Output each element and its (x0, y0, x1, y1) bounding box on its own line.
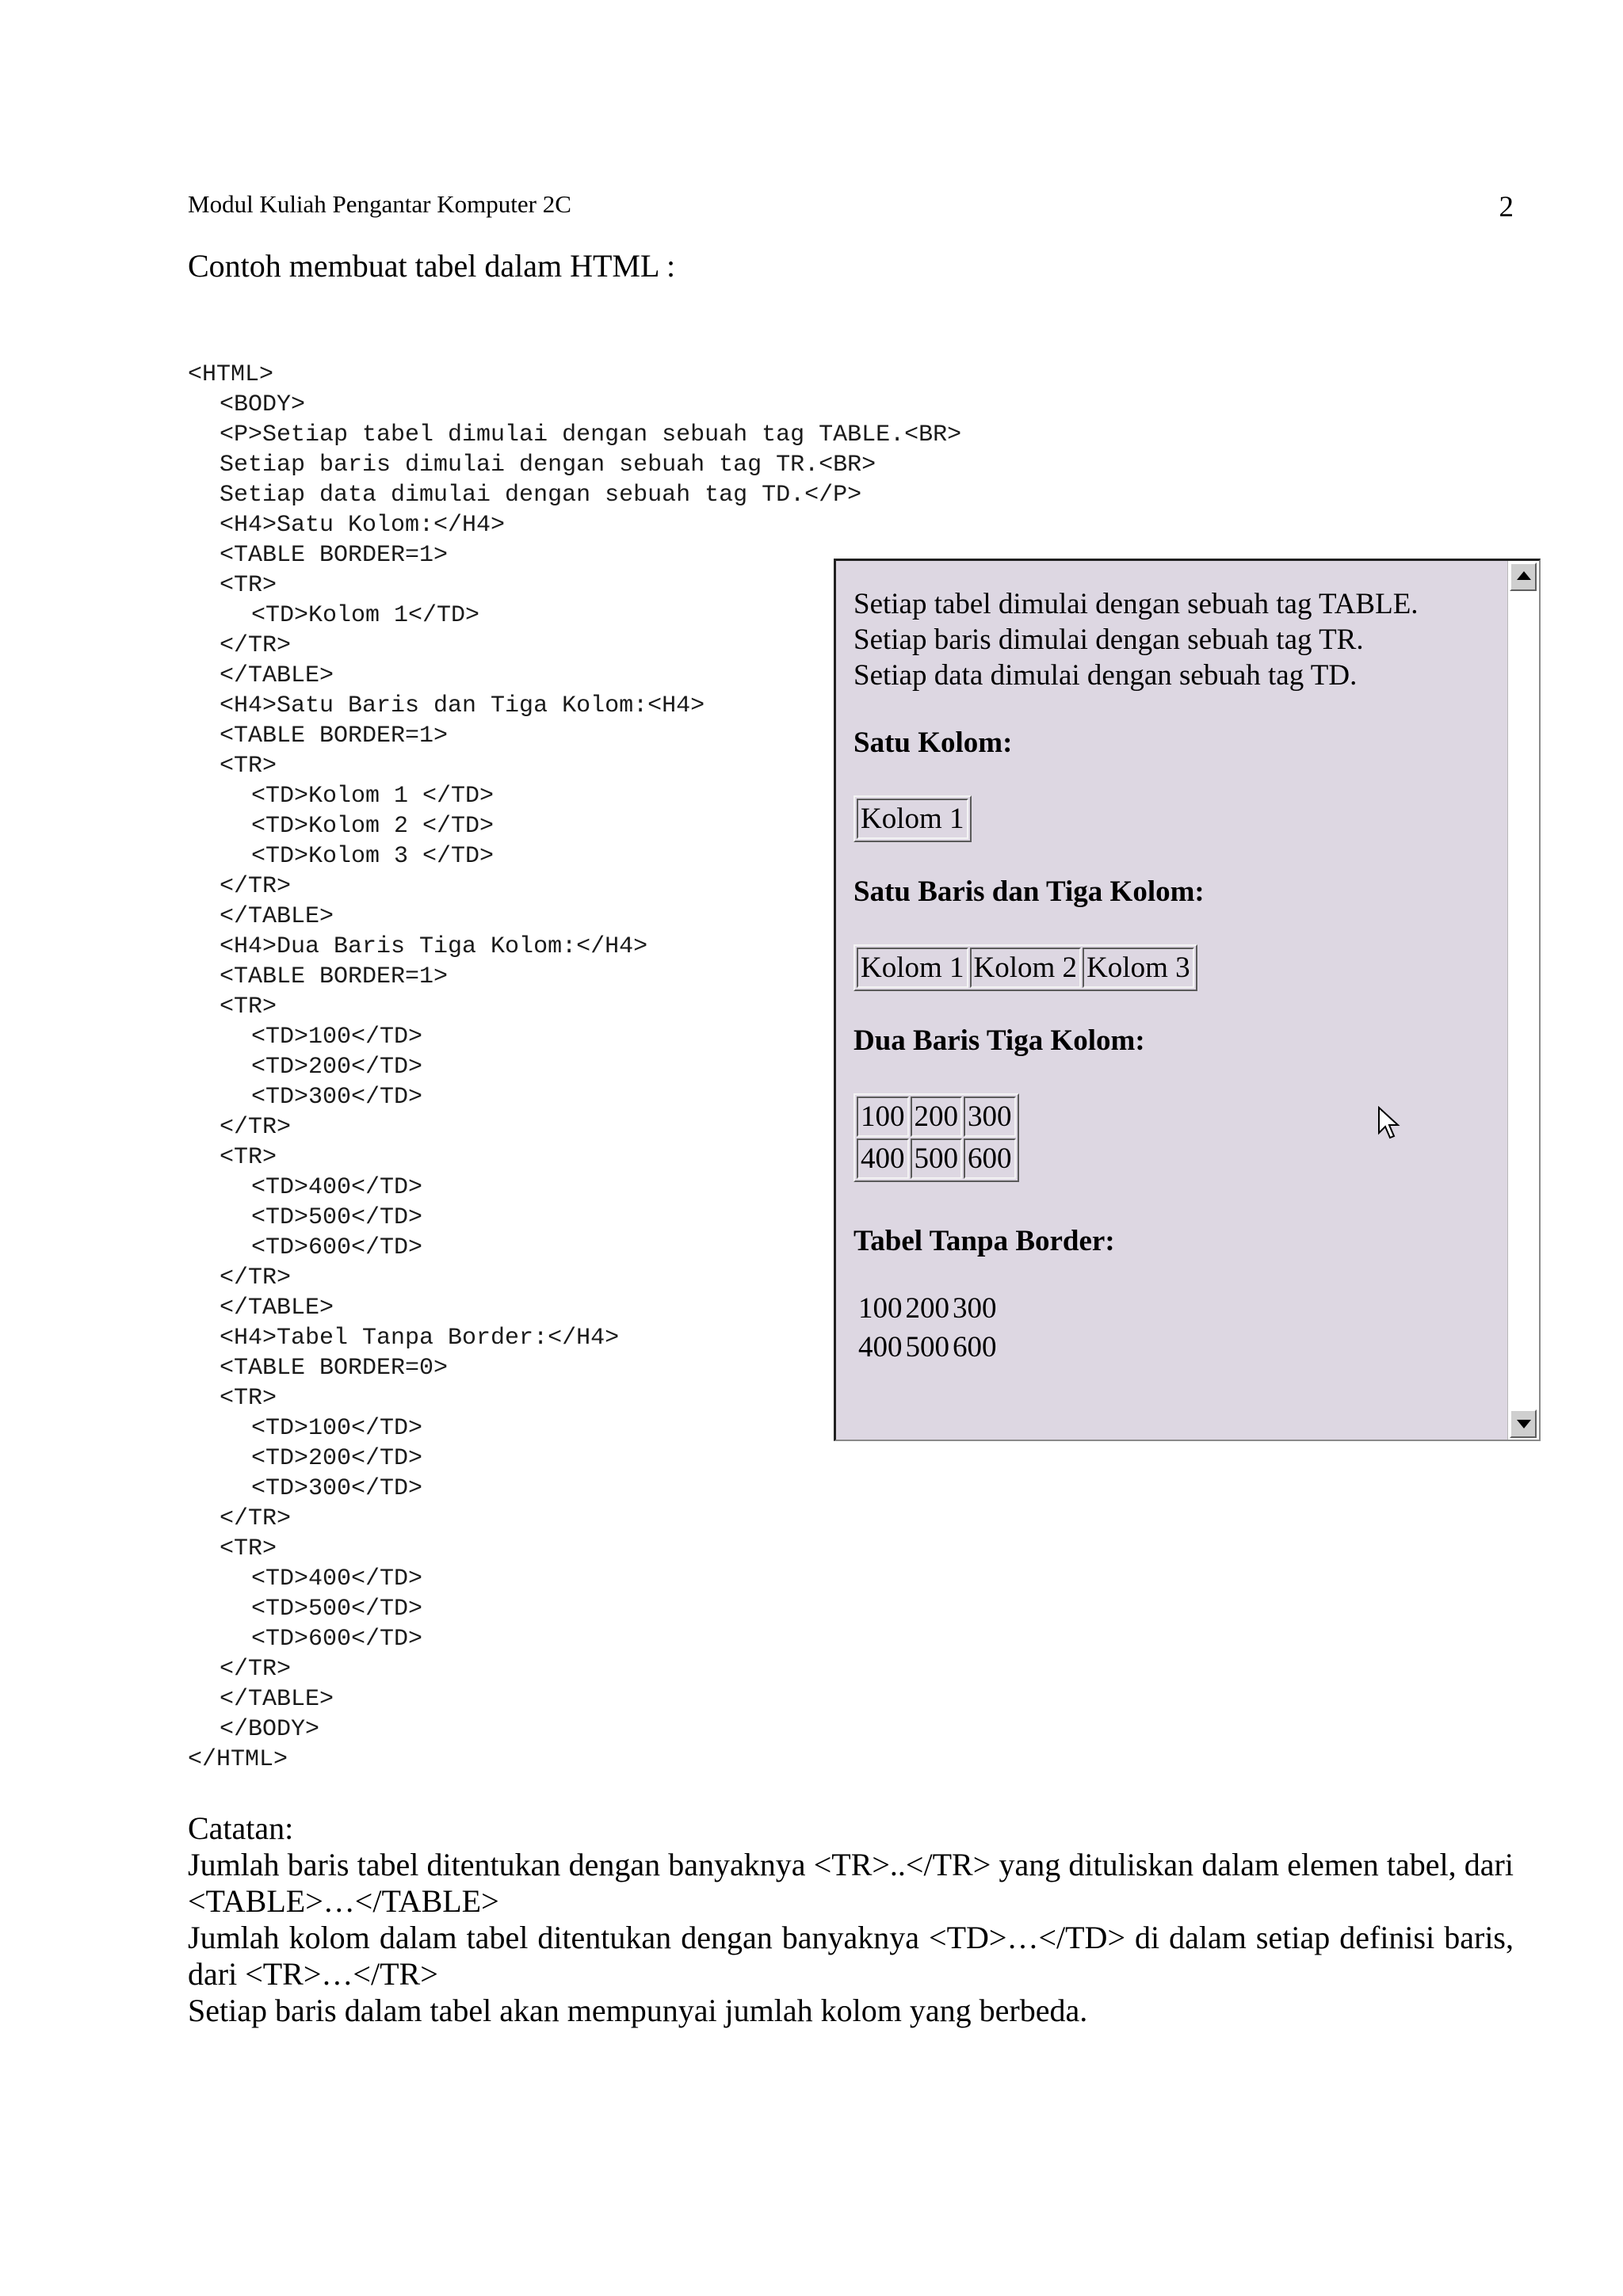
code-line: <TR> (220, 572, 277, 599)
code-line: <BODY> (220, 391, 306, 418)
browser-viewport (836, 561, 1509, 1440)
table-cell: 500 (905, 1331, 949, 1363)
code-line: Setiap data dimulai dengan sebuah tag TD.</P> (220, 482, 862, 509)
note-line: Jumlah kolom dalam tabel ditentukan dengan banyaknya <TD>…</TD> di dalam setiap definisi baris, dari <TR>…</TR> (188, 1920, 1514, 1992)
table-cell: 600 (964, 1138, 1016, 1179)
code-line: <H4>Satu Kolom:</H4> (220, 512, 506, 539)
code-line: Setiap baris dimulai dengan sebuah tag TR.<BR> (220, 452, 876, 479)
code-line: <TABLE BORDER=1> (220, 542, 449, 569)
table-cell: 300 (964, 1097, 1016, 1137)
table-row (858, 1329, 997, 1365)
intro-text: Contoh membuat tabel dalam HTML : (188, 248, 676, 284)
code-line: </TR> (220, 873, 292, 900)
table-row (858, 1291, 997, 1326)
rendered-heading-dua-baris: Dua Baris Tiga Kolom: (854, 1024, 1145, 1057)
code-line: <TD>Kolom 1 </TD> (251, 783, 495, 810)
rendered-table-one-row (854, 944, 1197, 991)
code-line: <TABLE BORDER=0> (220, 1355, 449, 1382)
table-cell: 400 (858, 1331, 903, 1363)
table-cell: Kolom 2 (970, 948, 1082, 988)
code-line: </TABLE> (220, 662, 334, 689)
rendered-heading-satu-baris: Satu Baris dan Tiga Kolom: (854, 875, 1205, 908)
rendered-heading-satu-kolom: Satu Kolom: (854, 727, 1013, 759)
table-cell: Kolom 3 (1083, 948, 1194, 988)
code-line: <TR> (220, 753, 277, 780)
page-number: 2 (1499, 191, 1514, 223)
arrow-up-icon (1517, 571, 1531, 580)
rendered-paragraph-line: Setiap data dimulai dengan sebuah tag TD. (854, 659, 1358, 692)
code-line: <H4>Tabel Tanpa Border:</H4> (220, 1325, 620, 1352)
table-row (857, 799, 968, 839)
table-cell: 300 (953, 1292, 997, 1325)
code-line: <TD>300</TD> (251, 1084, 423, 1111)
table-row (857, 1138, 1016, 1179)
code-line: <TD>200</TD> (251, 1054, 423, 1081)
code-line: <TD>500</TD> (251, 1204, 423, 1231)
code-line: <TD>100</TD> (251, 1415, 423, 1442)
table-cell: 200 (911, 1097, 963, 1137)
code-line: <TR> (220, 1385, 277, 1412)
table-cell: 400 (857, 1138, 909, 1179)
table-cell: Kolom 1 (857, 948, 968, 988)
code-line: <TD>600</TD> (251, 1234, 423, 1261)
vertical-scrollbar[interactable] (1507, 561, 1539, 1440)
code-line: </TABLE> (220, 1295, 334, 1322)
code-line: <TD>300</TD> (251, 1475, 423, 1502)
header-title: Modul Kuliah Pengantar Komputer 2C (188, 190, 571, 218)
code-line: <TR> (220, 994, 277, 1020)
code-line: <H4>Dua Baris Tiga Kolom:</H4> (220, 933, 648, 960)
table-row (857, 1097, 1016, 1137)
arrow-down-icon (1517, 1420, 1531, 1428)
code-line: </TABLE> (220, 903, 334, 930)
code-line: </TR> (220, 1264, 292, 1291)
table-cell: 100 (858, 1292, 903, 1325)
table-cell: 100 (857, 1097, 909, 1137)
code-line: </TR> (220, 632, 292, 659)
code-line: </TABLE> (220, 1686, 334, 1713)
code-line: </TR> (220, 1505, 292, 1532)
note-line: Setiap baris dalam tabel akan mempunyai jumlah kolom yang berbeda. (188, 1993, 1088, 2028)
code-line: </TR> (220, 1114, 292, 1141)
rendered-table-one-column (854, 795, 972, 842)
code-line: <TD>Kolom 3 </TD> (251, 843, 495, 870)
code-line: <TD>100</TD> (251, 1024, 423, 1051)
code-line: <P>Setiap tabel dimulai dengan sebuah tag TABLE.<BR> (220, 421, 962, 448)
rendered-heading-tanpa-border: Tabel Tanpa Border: (854, 1225, 1115, 1257)
browser-render-screenshot (834, 559, 1541, 1441)
table-cell: 200 (905, 1292, 949, 1325)
scroll-up-button[interactable] (1510, 563, 1537, 591)
code-line: </TR> (220, 1656, 292, 1683)
code-line: <TABLE BORDER=1> (220, 963, 449, 990)
scroll-down-button[interactable] (1510, 1409, 1537, 1438)
rendered-paragraph-line: Setiap tabel dimulai dengan sebuah tag TABLE. (854, 588, 1419, 620)
code-line: <TR> (220, 1535, 277, 1562)
code-line: <TD>400</TD> (251, 1566, 423, 1592)
code-line: <TD>500</TD> (251, 1596, 423, 1623)
code-line: <TD>Kolom 1</TD> (251, 602, 480, 629)
code-line: </HTML> (188, 1746, 288, 1773)
rendered-paragraph (854, 586, 1509, 693)
code-line: <TD>Kolom 2 </TD> (251, 813, 495, 840)
code-line: <H4>Satu Baris dan Tiga Kolom:<H4> (220, 692, 705, 719)
code-line: <TR> (220, 1144, 277, 1171)
rendered-table-no-border (855, 1287, 1000, 1368)
table-cell: 500 (911, 1138, 963, 1179)
mouse-cursor-icon (1377, 1106, 1401, 1142)
code-line: <TD>400</TD> (251, 1174, 423, 1201)
table-cell: 600 (953, 1331, 997, 1363)
code-line: <TABLE BORDER=1> (220, 723, 449, 749)
code-line: <TD>600</TD> (251, 1626, 423, 1653)
code-line: <HTML> (188, 361, 274, 388)
table-row (857, 948, 1194, 988)
notes-title: Catatan: (188, 1810, 294, 1846)
code-line: </BODY> (220, 1716, 320, 1743)
rendered-table-two-rows (854, 1093, 1019, 1182)
notes-section (188, 1810, 1514, 2029)
table-cell: Kolom 1 (857, 799, 968, 839)
rendered-paragraph-line: Setiap baris dimulai dengan sebuah tag TR. (854, 624, 1364, 656)
code-line: <TD>200</TD> (251, 1445, 423, 1472)
note-line: Jumlah baris tabel ditentukan dengan banyaknya <TR>..</TR> yang dituliskan dalam elemen tabel, dari <TABLE>…</TABLE> (188, 1847, 1514, 1919)
